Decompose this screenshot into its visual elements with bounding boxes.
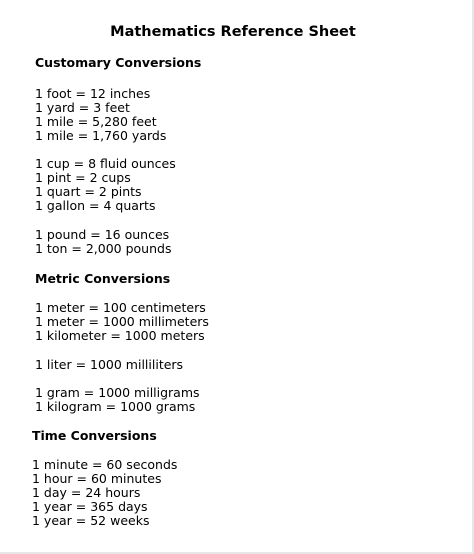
metric-mass-item: 1 kilogram = 1000 grams <box>35 399 196 414</box>
customary-heading: Customary Conversions <box>35 55 202 70</box>
customary-volume-item: 1 cup = 8 fluid ounces <box>35 156 176 171</box>
customary-weight-item: 1 pound = 16 ounces <box>35 227 170 242</box>
page-title: Mathematics Reference Sheet <box>110 24 356 40</box>
time-item: 1 hour = 60 minutes <box>32 471 162 486</box>
customary-length-item: 1 mile = 5,280 feet <box>35 114 157 129</box>
customary-length-item: 1 mile = 1,760 yards <box>35 128 167 143</box>
metric-mass-item: 1 gram = 1000 milligrams <box>35 385 200 400</box>
customary-weight-item: 1 ton = 2,000 pounds <box>35 241 172 256</box>
metric-heading: Metric Conversions <box>35 271 171 286</box>
time-item: 1 year = 52 weeks <box>32 513 150 528</box>
metric-length-item: 1 meter = 1000 millimeters <box>35 314 209 329</box>
time-item: 1 minute = 60 seconds <box>32 457 178 472</box>
metric-length-item: 1 meter = 100 centimeters <box>35 300 206 315</box>
customary-volume-item: 1 gallon = 4 quarts <box>35 198 156 213</box>
customary-length-item: 1 yard = 3 feet <box>35 100 130 115</box>
metric-volume-item: 1 liter = 1000 milliliters <box>35 357 184 372</box>
metric-length-item: 1 kilometer = 1000 meters <box>35 328 205 343</box>
customary-volume-item: 1 quart = 2 pints <box>35 184 142 199</box>
customary-length-item: 1 foot = 12 inches <box>35 86 151 101</box>
time-item: 1 year = 365 days <box>32 499 148 514</box>
customary-volume-item: 1 pint = 2 cups <box>35 170 131 185</box>
time-item: 1 day = 24 hours <box>32 485 141 500</box>
time-heading: Time Conversions <box>32 428 157 443</box>
